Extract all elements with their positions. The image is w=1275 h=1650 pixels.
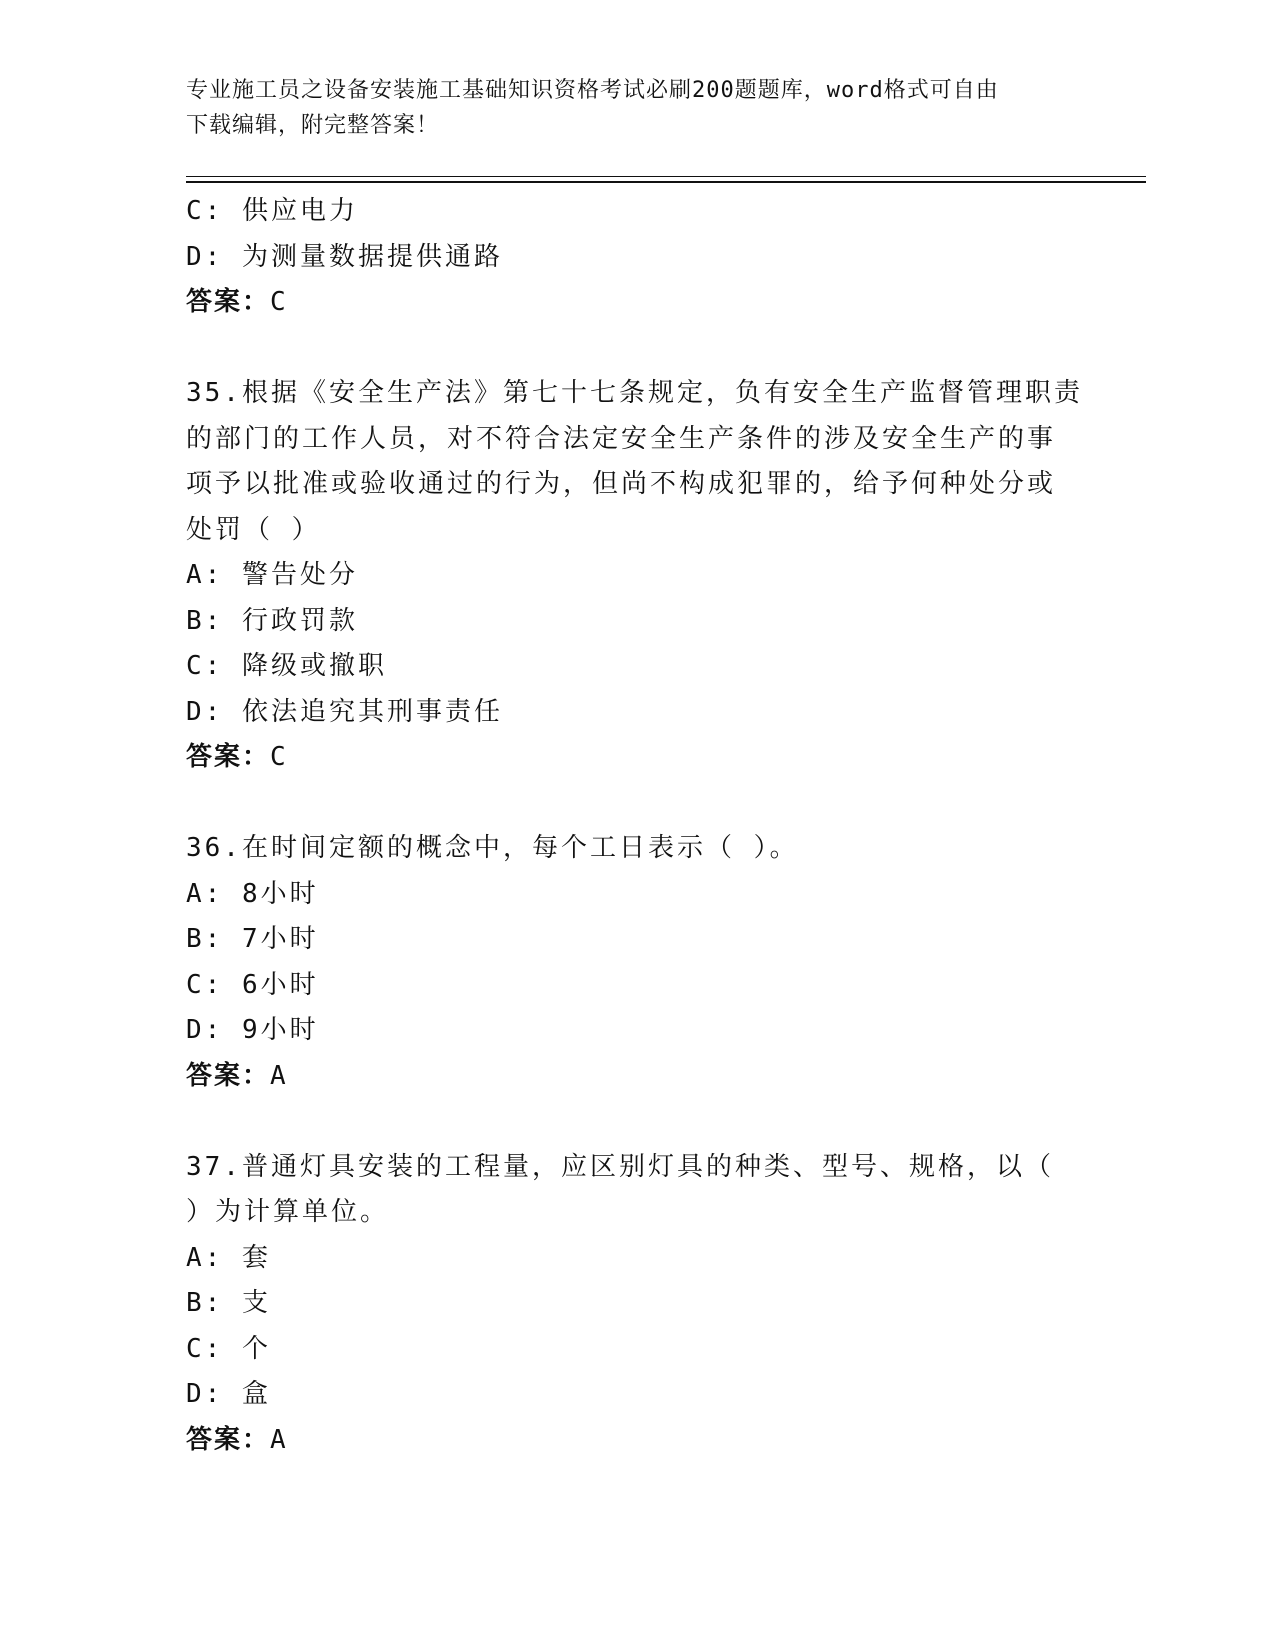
option-text: 8小时 [241, 878, 319, 909]
answer-label: 答案： [186, 742, 271, 772]
option-text: 行政罚款 [241, 605, 358, 636]
answer-value: A [270, 1424, 289, 1455]
header-title-line-1: 专业施工员之设备安装施工基础知识资格考试必刷200题题库，word格式可自由 [186, 78, 999, 103]
option-letter: B: [186, 1288, 224, 1318]
spacer [186, 1099, 1086, 1145]
option-text: 供应电力 [241, 196, 358, 226]
option-c [186, 189, 1086, 235]
spacer [186, 781, 1086, 827]
document-header [186, 73, 1066, 143]
option-letter: C: [186, 969, 224, 1000]
answer-line [186, 735, 1086, 781]
question-text-line: 36.在时间定额的概念中，每个工日表示（ ）。 [186, 833, 799, 863]
option-letter: B: [186, 924, 224, 954]
option-text: 为测量数据提供通路 [241, 241, 503, 272]
question-text-line: 项予以批准或验收通过的行为，但尚不构成犯罪的，给予何种处分或 [186, 469, 1057, 499]
option-text: 6小时 [241, 969, 319, 1000]
option-text: 套 [241, 1242, 271, 1273]
answer-line [186, 280, 1086, 326]
option-letter: D: [186, 241, 224, 272]
answer-label: 答案： [186, 1060, 271, 1091]
option-letter: B: [186, 605, 224, 636]
answer-label: 答案： [186, 1424, 271, 1455]
option-letter: D: [186, 1379, 224, 1409]
option-letter: A: [186, 1242, 224, 1273]
question-36 [186, 826, 1086, 1099]
option-letter: C: [186, 196, 224, 226]
question-37 [186, 1145, 1086, 1464]
option-b [186, 1281, 1086, 1327]
answer-value: A [270, 1060, 289, 1091]
option-d [186, 690, 1086, 736]
option-text: 依法追究其刑事责任 [241, 696, 503, 727]
option-text: 警告处分 [241, 560, 358, 590]
answer-value: C [270, 742, 289, 772]
question-text-line: 处罚（ ） [186, 514, 321, 545]
option-letter: C: [186, 1333, 224, 1364]
header-divider-thin [186, 176, 1146, 177]
question-text-line: 37.普通灯具安装的工程量，应区别灯具的种类、型号、规格，以（ [186, 1151, 1054, 1182]
option-d [186, 1008, 1086, 1054]
answer-line [186, 1054, 1086, 1100]
option-text: 降级或撤职 [241, 651, 387, 681]
option-letter: C: [186, 651, 224, 681]
question-text-line: 35.根据《安全生产法》第七十七条规定，负有安全生产监督管理职责 [186, 378, 1083, 408]
option-letter: A: [186, 878, 224, 909]
option-d [186, 235, 1086, 281]
option-a [186, 1236, 1086, 1282]
option-b [186, 599, 1086, 645]
spacer [186, 326, 1086, 372]
question-text [186, 371, 1086, 553]
option-a [186, 872, 1086, 918]
option-c [186, 963, 1086, 1009]
option-text: 支 [241, 1288, 271, 1318]
prev-question-block [186, 189, 1086, 326]
option-a [186, 553, 1086, 599]
option-text: 盒 [241, 1379, 271, 1409]
question-text-line: ）为计算单位。 [186, 1197, 390, 1227]
option-c [186, 644, 1086, 690]
header-divider-thick [186, 181, 1146, 183]
option-b [186, 917, 1086, 963]
answer-value: C [270, 287, 289, 317]
question-list [186, 189, 1086, 1463]
question-text-line: 的部门的工作人员，对不符合法定安全生产条件的涉及安全生产的事 [186, 423, 1057, 454]
header-title-line-2: 下载编辑，附完整答案！ [186, 113, 440, 138]
answer-line [186, 1418, 1086, 1464]
question-35 [186, 371, 1086, 781]
option-letter: A: [186, 560, 224, 590]
option-text: 9小时 [241, 1015, 319, 1045]
option-c [186, 1327, 1086, 1373]
option-d [186, 1372, 1086, 1418]
option-letter: D: [186, 1015, 224, 1045]
question-text [186, 826, 1086, 872]
answer-label: 答案： [186, 287, 271, 317]
question-text [186, 1145, 1086, 1236]
option-text: 个 [241, 1333, 271, 1364]
option-text: 7小时 [241, 924, 319, 954]
option-letter: D: [186, 696, 224, 727]
